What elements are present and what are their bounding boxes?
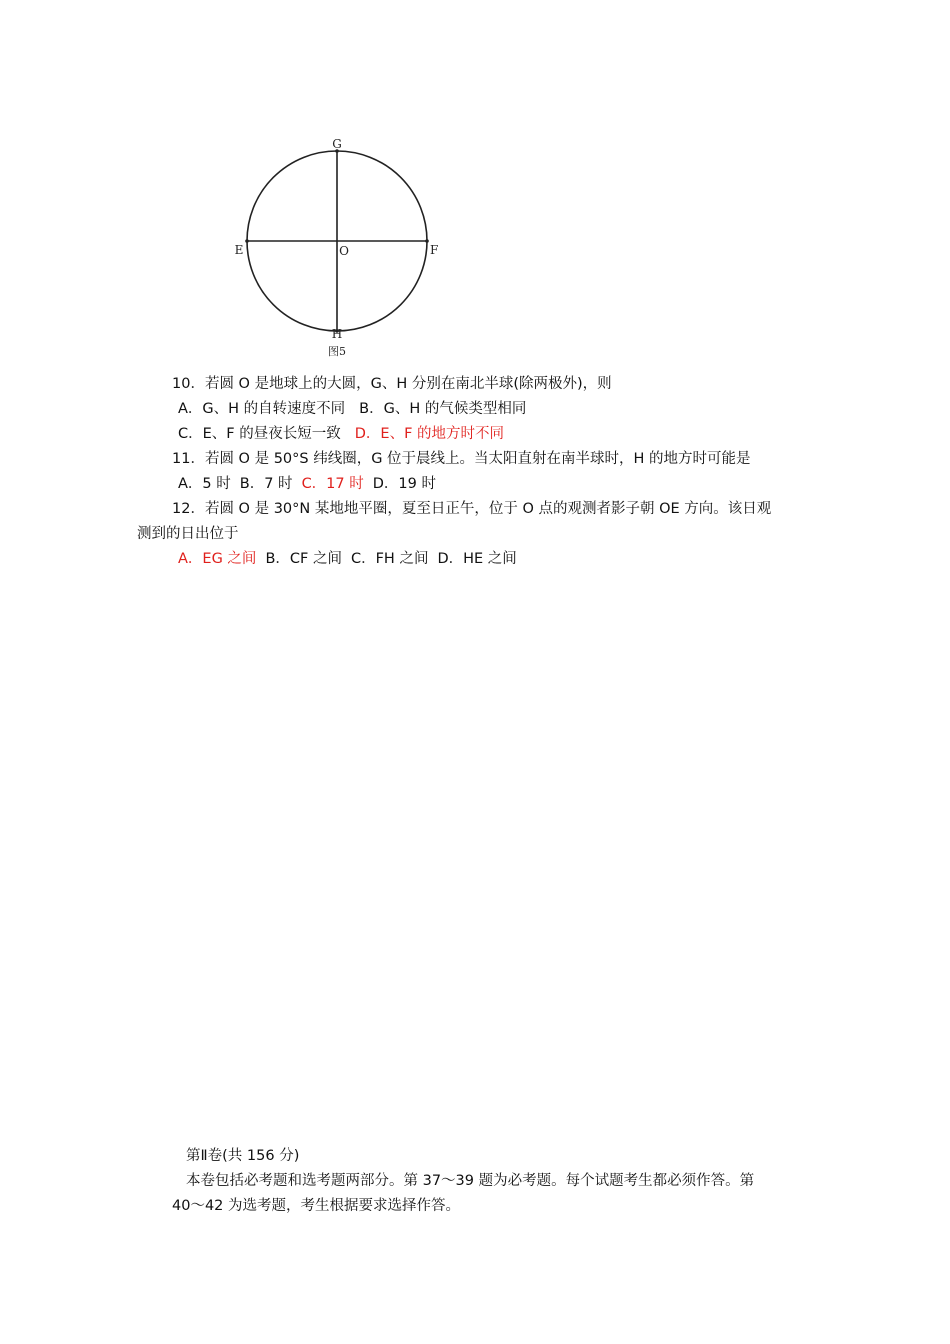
q11-options <box>178 474 436 494</box>
label-f: F <box>430 243 439 257</box>
q12-stem-cont: 测到的日出位于 <box>137 526 239 542</box>
q10-stem: 10．若圆 O 是地球上的大圆，G、H 分别在南北半球(除两极外)，则 <box>172 376 612 392</box>
label-o: O <box>339 244 349 258</box>
q12-option-d: D．HE 之间 <box>437 551 517 567</box>
section2-title: 第Ⅱ卷(共 156 分) <box>186 1148 300 1164</box>
q12-stem: 12．若圆 O 是 30°N 某地地平圈，夏至日正午，位于 O 点的观测者影子朝 OE 方向。该日观 <box>172 501 772 517</box>
q11-option-d: D．19 时 <box>372 476 436 492</box>
circle-diagram <box>228 132 448 362</box>
q12-option-c: C．FH 之间 <box>350 551 429 567</box>
section2-para-line2: 40～42 为选考题，考生根据要求选择作答。 <box>172 1198 461 1214</box>
q10-option-b: B．G、H 的气候类型相同 <box>359 401 527 417</box>
q11-option-c-answer: C．17 时 <box>301 476 364 492</box>
q10-option-a: A．G、H 的自转速度不同 <box>178 401 346 417</box>
q10-options-row1 <box>178 399 526 419</box>
q12-options <box>178 549 517 569</box>
figure-caption: 图5 <box>328 345 346 358</box>
q10-option-c: C．E、F 的昼夜长短一致 <box>178 426 341 442</box>
figure-5 <box>228 132 448 362</box>
q12-option-b: B．CF 之间 <box>265 551 342 567</box>
q10-option-d-answer: D．E、F 的地方时不同 <box>354 426 505 442</box>
q10-options-row2 <box>178 424 504 444</box>
q11-stem: 11．若圆 O 是 50°S 纬线圈，G 位于晨线上。当太阳直射在南半球时，H 的地方时可能是 <box>172 451 751 467</box>
label-g: G <box>332 137 342 151</box>
section2-para-line1: 本卷包括必考题和选考题两部分。第 37～39 题为必考题。每个试题考生都必须作答。第 <box>186 1173 755 1189</box>
q12-option-a-answer: A．EG 之间 <box>178 551 257 567</box>
label-e: E <box>234 243 244 257</box>
point-f <box>425 239 429 243</box>
label-h: H <box>331 327 343 341</box>
q11-option-a: A．5 时 <box>178 476 231 492</box>
q11-option-b: B．7 时 <box>239 476 293 492</box>
point-e <box>245 239 249 243</box>
